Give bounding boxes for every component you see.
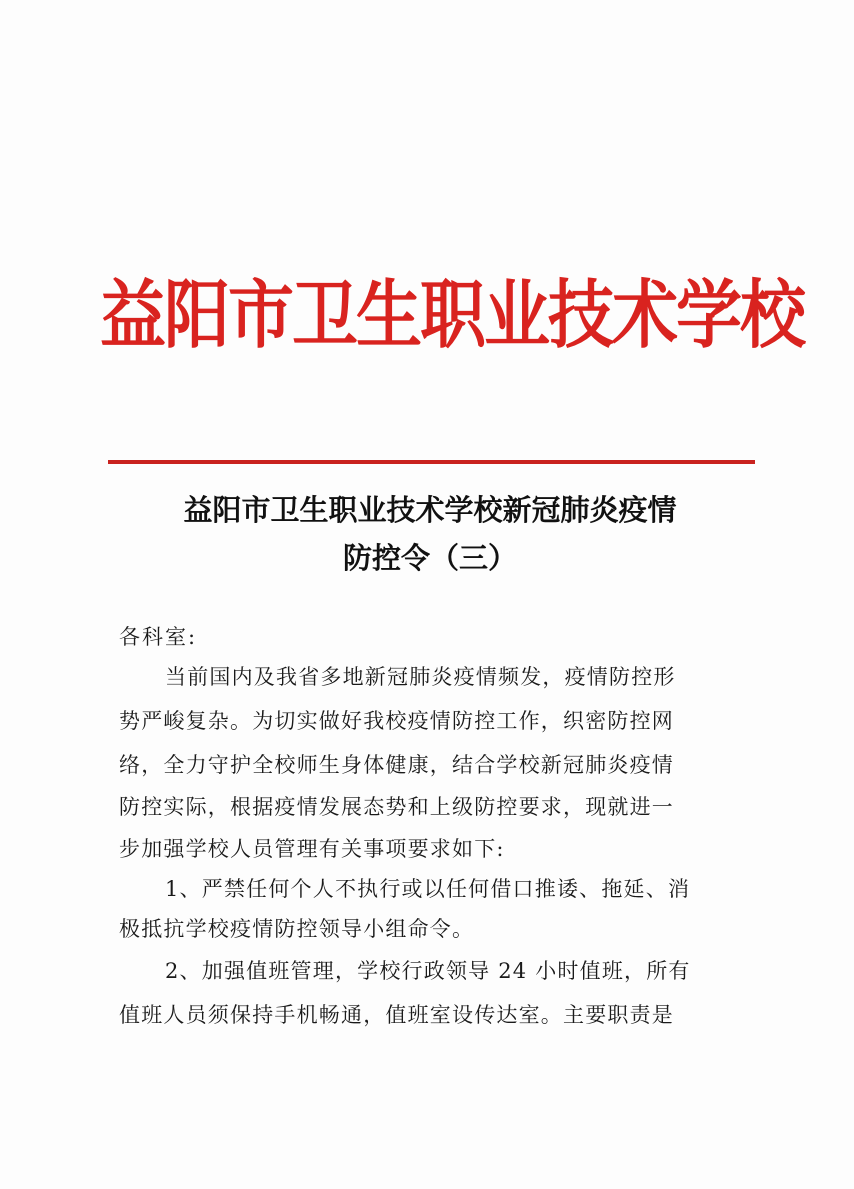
document-title-line-1: 益阳市卫生职业技术学校新冠肺炎疫情: [183, 493, 677, 527]
body-line: 2、加强值班管理，学校行政领导 24 小时值班，所有: [165, 959, 691, 983]
salutation: 各科室:: [119, 625, 198, 649]
red-divider: [108, 460, 755, 464]
body-line: 1、严禁任何个人不执行或以任何借口推诿、拖延、消: [165, 877, 691, 901]
document-title-line-2: 防控令（三）: [342, 541, 517, 575]
body-line: 络，全力守护全校师生身体健康，结合学校新冠肺炎疫情: [119, 753, 674, 777]
body-line: 当前国内及我省多地新冠肺炎疫情频发，疫情防控形: [165, 665, 676, 689]
body-line: 步加强学校人员管理有关事项要求如下:: [119, 837, 505, 861]
body-line: 极抵抗学校疫情防控领导小组命令。: [119, 917, 475, 941]
org-letterhead: 益阳市卫生职业技术学校: [100, 271, 804, 359]
body-line: 势严峻复杂。为切实做好我校疫情防控工作，织密防控网: [119, 709, 674, 733]
body-line: 值班人员须保持手机畅通，值班室设传达室。主要职责是: [119, 1003, 674, 1027]
body-line: 防控实际，根据疫情发展态势和上级防控要求，现就进一: [119, 795, 674, 819]
